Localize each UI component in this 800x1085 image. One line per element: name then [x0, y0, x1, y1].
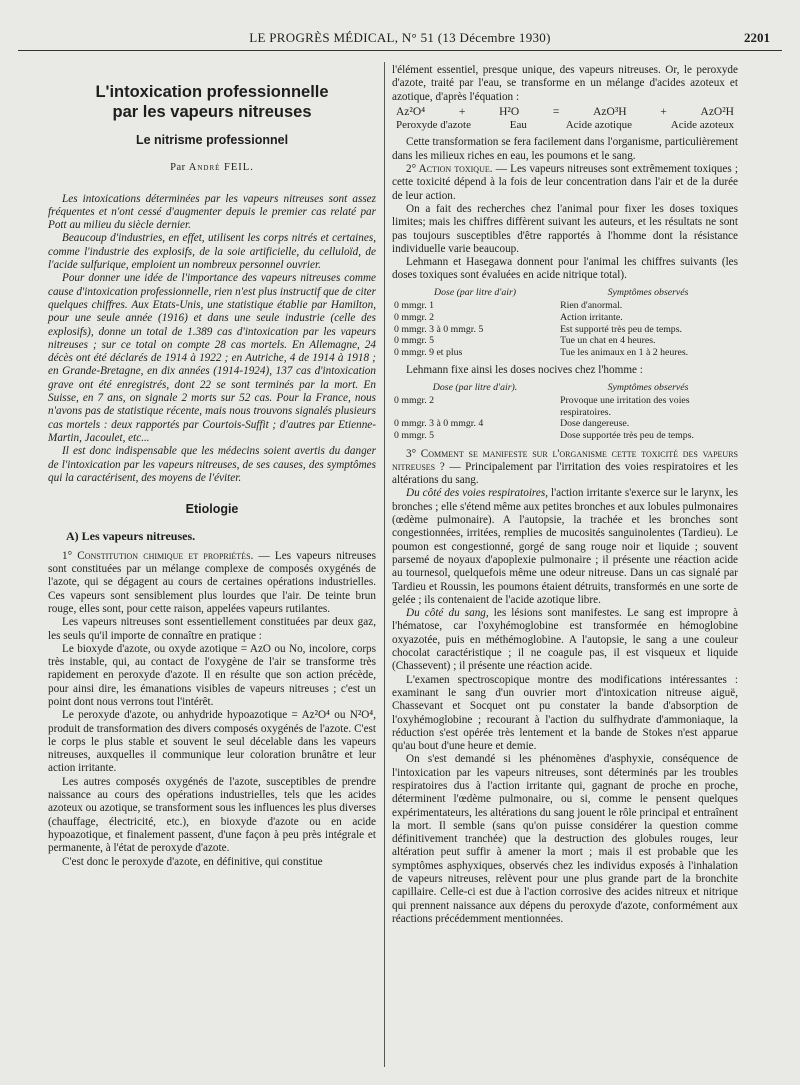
human-dose-table [392, 382, 738, 442]
intro-paragraph: Les intoxications déterminées par les vapeurs nitreuses sont assez fréquentes et n'ont cessé d'augmenter depuis le premier cas relaté par Pott au milieu du siècle dernier. [48, 192, 376, 232]
symptom-cell: Dose dangereuse. [560, 418, 630, 430]
column-divider [384, 62, 385, 1067]
equation-term: AzO²H [700, 105, 734, 118]
run-in-heading: Du côté des voies respiratoires, [406, 487, 548, 500]
symptom-cell: Action irritante. [560, 311, 623, 323]
paragraph: C'est donc le peroxyde d'azote, en définitive, qui constitue [62, 855, 323, 868]
article-title [48, 82, 376, 122]
equation-term: AzO³H [593, 105, 627, 118]
symptom-cell: Tue un chat en 4 heures. [560, 335, 656, 347]
paragraph: Cette transformation se fera facilement dans l'organisme, particulièrement dans les milieux riches en eau, les poumons et le sang. [392, 136, 738, 162]
symptom-cell: Dose supportée très peu de temps. [560, 429, 694, 441]
dose-cell: 0 mmgr. 5 [394, 335, 435, 347]
paragraph-text: — Les vapeurs nitreuses sont extrêmement toxiques ; cette toxicité dépend à la fois de leur concentration dans l'air et de la durée de leur action. [392, 163, 738, 202]
paragraph-text: — Les vapeurs nitreuses sont constituées par un mélange complexe de composés oxygénés de l'azote, qui se dégagent au cours de certaines opérations industrielles. Ces vapeurs sont sensiblement plus lourdes que l'air. De teinte brun rouge, elles sont, pour cette raison, appelées vapeurs rutilantes. [48, 549, 377, 615]
paragraph: Le peroxyde d'azote, ou anhydride hypoazotique = Az²O⁴ ou N²O⁴, produit de transformation des divers composés oxygénés de l'azote. C'est le corps le plus stable et souvent le seul décelable dans les vapeurs nitreuses, auxquelles il communique leur coloration brunâtre et leur action irritante. [48, 709, 376, 775]
paragraph [48, 550, 376, 616]
equation-term: Az²O⁴ [396, 105, 426, 118]
byline [48, 161, 376, 174]
equation-operator: = [552, 105, 560, 118]
equation-term: H²O [499, 105, 520, 118]
left-column [48, 64, 376, 869]
paragraph: Les vapeurs nitreuses sont essentiellement constituées par deux gaz, les seuls qu'il importe de connaître en pratique : [48, 616, 376, 642]
section-heading-etiologie: Etiologie [185, 502, 239, 517]
dose-cell: 0 mmgr. 2 [394, 395, 435, 407]
table-row [392, 300, 738, 312]
run-in-heading: Du côté du sang, [406, 607, 489, 620]
table-row [392, 430, 738, 442]
symptom-cell: Tue les animaux en 1 à 2 heures. [560, 346, 689, 358]
dose-cell: 0 mmgr. 9 et plus [394, 346, 463, 358]
paragraph: On a fait des recherches chez l'animal pour fixer les doses toxiques limites; mais les chiffres diffèrent suivant les auteurs, et les résultats ne sont pas toujours susceptibles d'être rapportés à l'homme dont la résistance individuelle varie beaucoup. [392, 202, 738, 255]
paragraph: Les autres composés oxygénés de l'azote, susceptibles de prendre naissance au cours des opérations industrielles, tels que les acides azoteux ou azotique, se transforment sous les influences les plus diverses (chauffage, électricité, etc.), en bioxyde d'azote ou en acide hypoazotique, et finalement passent, d'une façon à peu près intégrale et permanente, à l'état de peroxyde d'azote. [48, 775, 376, 855]
intro-block [48, 193, 376, 486]
paragraph: Lehmann fixe ainsi les doses nocives chez l'homme : [406, 364, 643, 377]
article-subtitle: Le nitrisme professionnel [135, 133, 289, 147]
equation-label: Peroxyde d'azote [396, 119, 471, 132]
paragraph [392, 163, 738, 203]
byline-prefix: Par [170, 162, 186, 174]
table-header: Dose (par litre d'air) [434, 286, 517, 298]
running-header [18, 30, 782, 51]
title-line-1: L'intoxication professionnelle [95, 83, 329, 101]
dose-cell: 0 mmgr. 5 [394, 429, 435, 441]
run-in-heading: 1° Constitution chimique et propriétés. [62, 549, 254, 562]
intro-paragraph: Pour donner une idée de l'importance des vapeurs nitreuses comme cause d'intoxication professionnelle, rien n'est plus instructif que de citer quelques chiffres. Aux Etats-Unis, une statistique établie par Hamilton, pour une seule année (1916) et dans une seule industrie (celle des explosifs), donne un total de 1.389 cas d'intoxication par les vapeurs nitreuses ; sur ce total on compte 28 cas mortels. En Allemagne, 24 décès ont été déclarés de 1914 à 1922 ; en Autriche, 4 de 1914 à 1918 ; en Grande-Bretagne, en dix années (1914-1924), 137 cas d'intoxication grave ont été enregistrés, dont 22 se sont terminés par la mort. En Suisse, en 7 ans, on signale 2 morts sur 52 cas. Pour la France, nous n'avons pas de statistique récente, mais nous trouvons signalés plusieurs cas mortels : deux rapportés par Courtois-Suffit ; d'autres par Etienne-Martin, Jacoulet, etc... [48, 272, 376, 444]
dose-cell: 0 mmgr. 1 [394, 300, 435, 312]
run-in-heading: 3° Comment se manifeste sur l'organisme cette toxicité des vapeurs nitreuses ? [392, 447, 738, 473]
table-row [392, 347, 738, 359]
equation-label: Eau [509, 119, 527, 132]
paragraph-text: les lésions sont manifestes. Le sang est impropre à l'hématose, car l'oxyhémoglobine est transformée en hémoglobine oxyazotée, puis en méthémoglobine. A l'autopsie, le sang a une couleur chocolat caractéristique ; il ne coagule pas, il est visqueux et liquide (Chassevent) ; il présente une réaction acide. [392, 607, 738, 673]
paragraph: Lehmann et Hasegawa donnent pour l'animal les chiffres suivants (les doses toxiques sont évaluées en acide nitrique total). [392, 256, 738, 282]
equation-operator: + [458, 105, 466, 118]
journal-header-title: LE PROGRÈS MÉDICAL, N° 51 (13 Décembre 1930) [249, 30, 551, 45]
title-line-2: par les vapeurs nitreuses [112, 103, 312, 121]
symptom-cell: Est supporté très peu de temps. [560, 323, 682, 335]
paragraph [392, 448, 738, 488]
table-row [392, 418, 738, 430]
subsection-heading: A) Les vapeurs nitreuses. [66, 529, 196, 544]
intro-paragraph: Beaucoup d'industries, en effet, utilisent les corps nitrés et certaines, comme l'industrie des explosifs, de la soie artificielle, du celluloïd, de l'acide sulfurique, emploient un nombreux personnel ouvrier. [48, 232, 376, 272]
equation-operator: + [660, 105, 667, 118]
equation-label: Acide azotique [565, 119, 632, 132]
dose-cell: 0 mmgr. 3 à 0 mmgr. 5 [394, 323, 484, 335]
table-row [392, 324, 738, 336]
paragraph [392, 607, 738, 673]
dose-cell: 0 mmgr. 2 [394, 311, 435, 323]
table-row [392, 312, 738, 324]
symptom-cell: Provoque une irritation des voies respiratoires. [560, 395, 690, 418]
paragraph: Le bioxyde d'azote, ou oxyde azotique = AzO ou No, incolore, corps très instable, qui, au contact de l'oxygène de l'air se transforme très rapidement en peroxyde d'azote. Il en résulte que son action précède, pour ainsi dire, les émanations visibles de vapeurs nitreuses ; c'est un point dont nous verrons tout l'intérêt. [48, 642, 376, 708]
table-header: Dose (par litre d'air). [432, 381, 518, 393]
table-header: Symptômes observés [607, 286, 689, 298]
chemical-equation [392, 104, 738, 119]
paragraph-text: — Principalement par l'irritation des voies respiratoires et les altérations du sang. [392, 460, 738, 487]
run-in-heading: 2° Action toxique. [406, 163, 493, 176]
equation-label: Acide azoteux [670, 119, 734, 132]
paragraph: On s'est demandé si les phénomènes d'asphyxie, conséquence de l'intoxication par les vapeurs nitreuses, sont déterminés par les troubles respiratoires dus à l'action irritante qui, gagnant de proche en proche, déterminent l'œdème pulmonaire, ou si, comme le pensent quelques expérimentateurs, les altérations du sang jouent le rôle principal et entraînent la mort. Il semble (sans qu'on puisse considérer la question comme définitivement tranchée) que la destruction des globules rouges, leur altération peut suffir à amener la mort ; mais il est probable que les symptômes asphyxiques, observés chez les individus exposés à l'inhalation de vapeurs nitreuses, relèvent pour une plus grande part de la bronchite capillaire. Celle-ci est due à l'action corrosive des acides nitreux et nitrique qui prennent naissance aux dépens du peroxyde d'azote, conformément aux réactions précédemment mentionnées. [392, 753, 738, 925]
paragraph-text: l'action irritante s'exerce sur le larynx, les bronches ; elle s'étend même aux petites bronches et aux lobules pulmonaires (œdème pulmonaire). A l'autopsie, la trachée et les bronches sont congestionnées, irritées, remplies de mucosités sanguinolentes (Tardieu). Le poumon est congestionné, gorgé de sang rouge noir et liquide ; souvent parsemé de noyaux d'apoplexie pulmonaire ; il présente une réaction acide au tournesol, quelquefois même une odeur nitreuse. Dans un cas signalé par Tardieu et Roussin, les poumons étaient détruits, transformés en une sorte de gelée ; ils contenaient de l'acide azotique libre. [392, 487, 738, 606]
equation-labels [392, 119, 738, 136]
paragraph: l'élément essentiel, presque unique, des vapeurs nitreuses. Or, le peroxyde d'azote, traité par l'eau, se transforme en un mélange d'acides azoteux et azotique, d'après l'équation : [392, 64, 738, 103]
table-header: Symptômes observés [607, 381, 689, 393]
paragraph: L'examen spectroscopique montre des modifications intéressantes : examinant le sang d'un ouvrier mort d'intoxication nitreuse aiguë, Chassevant et Socquet ont pu constater la bande d'absorption de l'oxyhémoglobine ; recourant à l'action du sulfhydrate d'ammoniaque, la réduction s'est opérée très lentement et la bande de Stokes n'est apparue qu'au bout d'une heure et demie. [392, 673, 738, 753]
table-header-row [392, 287, 738, 301]
table-row [392, 335, 738, 347]
dose-cell: 0 mmgr. 3 à 0 mmgr. 4 [394, 418, 484, 430]
right-column [392, 64, 738, 926]
author-name: André FEIL. [188, 162, 254, 174]
animal-dose-table [392, 287, 738, 359]
intro-paragraph: Il est donc indispensable que les médecins soient avertis du danger de l'intoxication par les vapeurs nitreuses, de ses causes, des symptômes qui la caractérisent, des moyens de l'éviter. [48, 445, 376, 484]
symptom-cell: Rien d'anormal. [560, 300, 623, 312]
table-header-row [392, 382, 738, 396]
table-row [392, 395, 738, 418]
page-number: 2201 [744, 30, 770, 45]
paragraph [392, 487, 738, 607]
